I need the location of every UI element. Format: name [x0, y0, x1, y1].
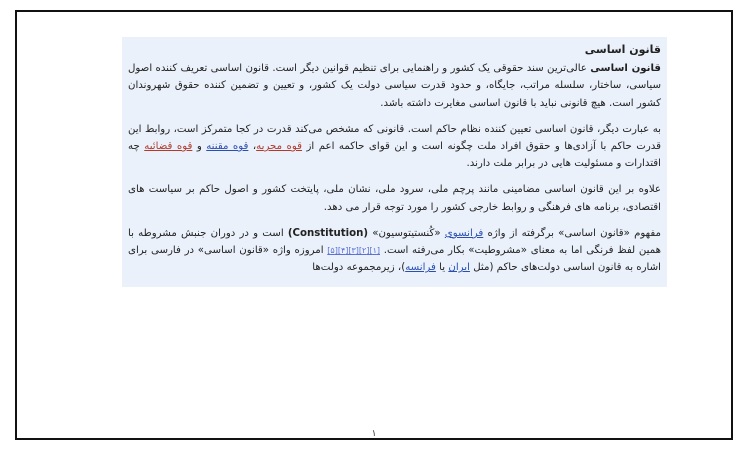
document-body	[122, 37, 667, 287]
link-french[interactable]: فرانسوی	[444, 227, 484, 239]
fourth-text-b: «کُنستیتوسیون»	[372, 227, 441, 239]
link-iran[interactable]: ایران	[448, 262, 470, 274]
fourth-text-e: )، زیرمجموعه دولت‌ها	[312, 262, 406, 274]
latin-term: (Constitution)	[287, 227, 369, 239]
second-text-a: به عبارت دیگر، قانون اساسی تعیین کننده نظام حاکم است. قانونی که مشخص می‌کند قدرت در کجا متمرکز است، روابط این قدرت حاکم با آزادی‌ها و حقوق افراد ملت چگونه است و این قوای حاکمه اعم از	[128, 123, 661, 153]
second-paragraph: به عبارت دیگر، قانون اساسی تعیین کننده نظام حاکم است. قانونی که مشخص می‌کند قدرت در کجا متمرکز است، روابط این قدرت حاکم با آزادی‌ها و حقوق افراد ملت چگونه است و این قوای حاکمه اعم از قوه مجریه، قوه مقننه و قوه قضائیه چه اقتدارات و مسئولیت هایی در برابر ملت دارند.	[128, 123, 661, 170]
fourth-paragraph	[128, 225, 661, 277]
bold-term: قانون اساسی	[590, 63, 661, 75]
link-judicial-power[interactable]: قوه قضائیه	[144, 141, 193, 153]
third-paragraph	[128, 181, 661, 215]
fourth-text-d: امروزه واژه «قانون اساسی» در فارسی برای اشاره به قانون اساسی دولت‌های حاکم (مثل	[128, 245, 661, 274]
link-executive-power[interactable]: قوه مجریه	[256, 141, 303, 153]
link-legislative-power[interactable]: قوه مقننه	[206, 141, 249, 153]
page-number: ۱	[371, 429, 377, 439]
fourth-text-c: است و در دوران جنبش مشروطه با همین لفظ فرنگی اما به معنای «مشروطیت» بکار می‌رفته است.	[128, 227, 661, 257]
fourth-text-a: مفهوم «قانون اساسی» برگرفته از واژه	[487, 227, 661, 239]
intro-text: عالی‌ترین سند حقوقی یک کشور و راهنمایی برای تنظیم قوانین دیگر است. قانون اساسی تعریف کننده اصول سیاسی، ساختار، سلسله مراتب، جایگاه، و حدود قدرت سیاسی دولت یک کشور، و تعیین و تضمین کننده حقوق شهروندان کشور است. هیچ قانونی نباید با قانون اساسی مغایرت داشته باشد.	[128, 63, 661, 109]
document-title: قانون اساسی	[584, 43, 661, 56]
word-or: یا	[439, 262, 446, 274]
page-frame	[15, 10, 733, 440]
connector-text: و	[196, 141, 202, 153]
second-text-b: چه اقتدارات و مسئولیت هایی در برابر ملت دارند.	[128, 141, 661, 170]
intro-paragraph	[128, 60, 661, 112]
third-text: علاوه بر این قانون اساسی مضامینی مانند پرچم ملی، سرود ملی، نشان ملی، پایتخت کشور و اصول حاکم بر سیاست های اقتصادی، برنامه های فرهنگی و روابط خارجی کشور را مورد توجه قرار می دهد.	[128, 184, 661, 213]
reference-links[interactable]: [۱][۲][۳][۴][۵]	[327, 246, 381, 256]
link-france[interactable]: فرانسه	[405, 262, 436, 274]
